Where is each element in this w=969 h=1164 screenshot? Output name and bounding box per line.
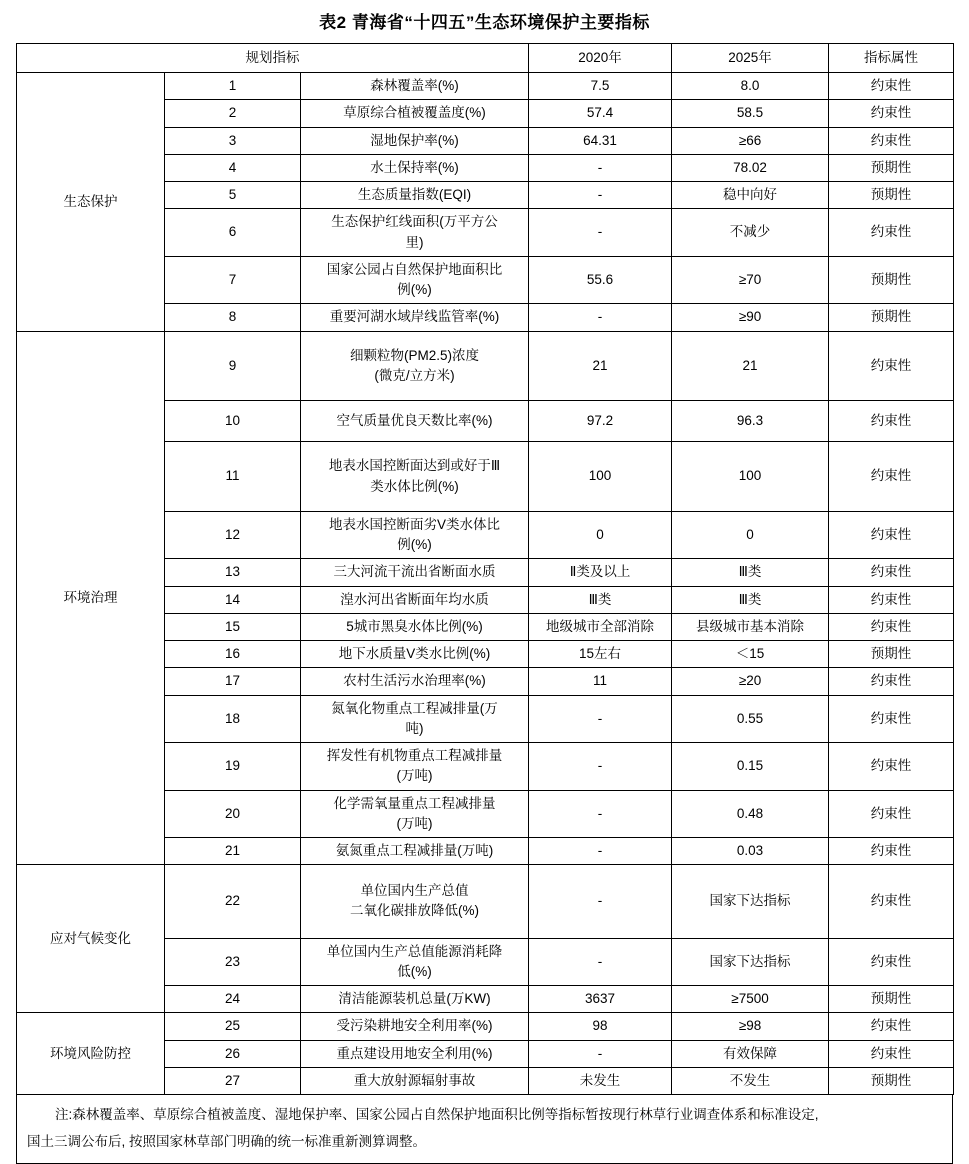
row-indicator-name-line2: (万吨) xyxy=(396,768,433,784)
indicators-table xyxy=(16,43,954,1095)
row-value-2025: ≥20 xyxy=(672,668,829,695)
header-year-2025: 2025年 xyxy=(672,44,829,73)
row-attribute: 约束性 xyxy=(829,401,954,442)
row-attribute: 预期性 xyxy=(829,1067,954,1094)
row-indicator-name xyxy=(301,331,529,401)
table-note-line1: 注:森林覆盖率、草原综合植被盖度、湿地保护率、国家公园占自然保护地面积比例等指标暂按现行林草行业调查体系和标准设定, xyxy=(55,1107,819,1122)
table-note xyxy=(16,1095,953,1164)
row-value-2020: 15左右 xyxy=(529,641,672,668)
row-no: 24 xyxy=(165,986,301,1013)
row-indicator-name: 农村生活污水治理率(%) xyxy=(301,668,529,695)
row-value-2020: - xyxy=(529,209,672,257)
row-value-2025: ＜15 xyxy=(672,641,829,668)
row-no: 22 xyxy=(165,865,301,938)
row-indicator-name-line2: 类水体比例(%) xyxy=(370,478,459,494)
row-indicator-name-line2: 例(%) xyxy=(397,537,432,552)
row-no: 14 xyxy=(165,586,301,613)
row-attribute: 约束性 xyxy=(829,331,954,401)
row-no: 15 xyxy=(165,613,301,640)
row-attribute: 预期性 xyxy=(829,182,954,209)
row-value-2020: 100 xyxy=(529,442,672,512)
row-no: 23 xyxy=(165,938,301,986)
row-indicator-name-line1: 挥发性有机物重点工程减排量 xyxy=(326,748,503,763)
row-indicator-name: 地下水质量V类水比例(%) xyxy=(301,641,529,668)
row-value-2020: - xyxy=(529,304,672,331)
row-value-2020: - xyxy=(529,938,672,986)
row-value-2020: 64.31 xyxy=(529,127,672,154)
row-no: 6 xyxy=(165,209,301,257)
row-attribute: 预期性 xyxy=(829,304,954,331)
header-year-2020: 2020年 xyxy=(529,44,672,73)
header-plan-indicator: 规划指标 xyxy=(17,44,529,73)
row-indicator-name: 空气质量优良天数比率(%) xyxy=(301,401,529,442)
row-value-2020: - xyxy=(529,790,672,838)
table-header-row xyxy=(17,44,954,73)
row-indicator-name: 草原综合植被覆盖度(%) xyxy=(301,100,529,127)
row-indicator-name-line2: 吨) xyxy=(405,720,424,736)
row-attribute: 约束性 xyxy=(829,938,954,986)
row-indicator-name: 5城市黑臭水体比例(%) xyxy=(301,613,529,640)
row-indicator-name: 清洁能源装机总量(万KW) xyxy=(301,986,529,1013)
row-value-2025: ≥7500 xyxy=(672,986,829,1013)
row-indicator-name: 水土保持率(%) xyxy=(301,154,529,181)
row-value-2020: 11 xyxy=(529,668,672,695)
row-indicator-name-line1: 地表水国控断面达到或好于Ⅲ xyxy=(328,458,501,474)
row-value-2020: Ⅱ类及以上 xyxy=(529,559,672,586)
row-no: 5 xyxy=(165,182,301,209)
row-value-2025: Ⅲ类 xyxy=(672,586,829,613)
row-value-2020: 21 xyxy=(529,331,672,401)
row-value-2025: 8.0 xyxy=(672,73,829,100)
row-indicator-name xyxy=(301,442,529,512)
row-attribute: 约束性 xyxy=(829,695,954,743)
row-value-2020: 3637 xyxy=(529,986,672,1013)
row-value-2025: 100 xyxy=(672,442,829,512)
row-value-2025: 不发生 xyxy=(672,1067,829,1094)
row-indicator-name-line2: 低(%) xyxy=(397,963,432,979)
row-value-2020: 7.5 xyxy=(529,73,672,100)
row-no: 26 xyxy=(165,1040,301,1067)
row-attribute: 约束性 xyxy=(829,586,954,613)
row-attribute: 约束性 xyxy=(829,1040,954,1067)
row-value-2020: - xyxy=(529,1040,672,1067)
row-no: 7 xyxy=(165,256,301,304)
row-no: 11 xyxy=(165,442,301,512)
row-indicator-name xyxy=(301,938,529,986)
row-attribute: 预期性 xyxy=(829,641,954,668)
row-no: 2 xyxy=(165,100,301,127)
row-attribute: 约束性 xyxy=(829,743,954,791)
row-value-2020: - xyxy=(529,865,672,938)
category-risk-control: 环境风险防控 xyxy=(17,1013,165,1095)
row-no: 27 xyxy=(165,1067,301,1094)
row-indicator-name-line2: 例(%) xyxy=(397,282,432,297)
row-no: 9 xyxy=(165,331,301,401)
row-value-2025: 0.55 xyxy=(672,695,829,743)
row-value-2025: ≥66 xyxy=(672,127,829,154)
row-no: 1 xyxy=(165,73,301,100)
row-no: 18 xyxy=(165,695,301,743)
table-row xyxy=(17,331,954,401)
row-value-2025: ≥70 xyxy=(672,256,829,304)
row-value-2025: 国家下达指标 xyxy=(672,865,829,938)
row-attribute: 预期性 xyxy=(829,256,954,304)
row-indicator-name-line2: 二氧化碳排放降低(%) xyxy=(350,903,480,919)
row-value-2020: 98 xyxy=(529,1013,672,1040)
row-no: 12 xyxy=(165,511,301,559)
row-attribute: 约束性 xyxy=(829,73,954,100)
row-attribute: 约束性 xyxy=(829,511,954,559)
row-indicator-name: 重点建设用地安全利用(%) xyxy=(301,1040,529,1067)
row-no: 8 xyxy=(165,304,301,331)
row-attribute: 预期性 xyxy=(829,986,954,1013)
row-indicator-name xyxy=(301,695,529,743)
row-value-2020: 97.2 xyxy=(529,401,672,442)
row-no: 3 xyxy=(165,127,301,154)
row-value-2020: 55.6 xyxy=(529,256,672,304)
row-indicator-name-line1: 氮氧化物重点工程减排量(万 xyxy=(331,700,498,716)
category-ecological-protection: 生态保护 xyxy=(17,73,165,332)
row-value-2025: Ⅲ类 xyxy=(672,559,829,586)
row-value-2025: ≥98 xyxy=(672,1013,829,1040)
row-indicator-name xyxy=(301,743,529,791)
row-indicator-name: 三大河流干流出省断面水质 xyxy=(301,559,529,586)
row-value-2025: 有效保障 xyxy=(672,1040,829,1067)
row-attribute: 约束性 xyxy=(829,865,954,938)
row-attribute: 约束性 xyxy=(829,209,954,257)
row-indicator-name-line1: 单位国内生产总值 xyxy=(360,883,469,899)
row-value-2020: - xyxy=(529,838,672,865)
row-indicator-name-line1: 单位国内生产总值能源消耗降 xyxy=(326,943,503,959)
row-indicator-name-line2: (微克/立方米) xyxy=(374,367,455,383)
row-indicator-name: 重大放射源辐射事故 xyxy=(301,1067,529,1094)
row-indicator-name: 湿地保护率(%) xyxy=(301,127,529,154)
row-value-2025: 58.5 xyxy=(672,100,829,127)
row-attribute: 约束性 xyxy=(829,613,954,640)
row-value-2020: - xyxy=(529,695,672,743)
row-value-2025: 稳中向好 xyxy=(672,182,829,209)
row-value-2020: 地级城市全部消除 xyxy=(529,613,672,640)
row-indicator-name-line2: 里) xyxy=(405,234,424,250)
row-attribute: 约束性 xyxy=(829,668,954,695)
row-attribute: 约束性 xyxy=(829,838,954,865)
row-indicator-name-line1: 国家公园占自然保护地面积比 xyxy=(326,261,503,277)
row-no: 16 xyxy=(165,641,301,668)
table-row xyxy=(17,1013,954,1040)
row-indicator-name: 受污染耕地安全利用率(%) xyxy=(301,1013,529,1040)
row-value-2025: 0.15 xyxy=(672,743,829,791)
row-no: 17 xyxy=(165,668,301,695)
row-attribute: 约束性 xyxy=(829,442,954,512)
row-no: 19 xyxy=(165,743,301,791)
row-value-2020: 57.4 xyxy=(529,100,672,127)
row-indicator-name: 重要河湖水域岸线监管率(%) xyxy=(301,304,529,331)
row-indicator-name xyxy=(301,790,529,838)
row-indicator-name-line1: 细颗粒物(PM2.5)浓度 xyxy=(350,347,480,363)
row-indicator-name-line1: 地表水国控断面劣V类水体比 xyxy=(329,516,501,532)
row-indicator-name: 森林覆盖率(%) xyxy=(301,73,529,100)
row-indicator-name-line1: 生态保护红线面积(万平方公 xyxy=(331,214,498,230)
row-indicator-name: 生态质量指数(EQI) xyxy=(301,182,529,209)
category-environmental-governance: 环境治理 xyxy=(17,331,165,865)
row-indicator-name xyxy=(301,511,529,559)
category-climate-change: 应对气候变化 xyxy=(17,865,165,1013)
row-attribute: 约束性 xyxy=(829,559,954,586)
row-value-2025: 21 xyxy=(672,331,829,401)
row-attribute: 约束性 xyxy=(829,127,954,154)
row-indicator-name xyxy=(301,256,529,304)
row-indicator-name: 氨氮重点工程减排量(万吨) xyxy=(301,838,529,865)
row-value-2020: - xyxy=(529,182,672,209)
row-indicator-name: 湟水河出省断面年均水质 xyxy=(301,586,529,613)
row-value-2020: 0 xyxy=(529,511,672,559)
row-value-2025: 0.48 xyxy=(672,790,829,838)
row-value-2020: - xyxy=(529,743,672,791)
row-no: 13 xyxy=(165,559,301,586)
row-attribute: 约束性 xyxy=(829,1013,954,1040)
row-value-2025: 0 xyxy=(672,511,829,559)
table-row xyxy=(17,865,954,938)
row-indicator-name-line2: (万吨) xyxy=(396,815,433,831)
row-no: 25 xyxy=(165,1013,301,1040)
row-value-2025: ≥90 xyxy=(672,304,829,331)
row-attribute: 约束性 xyxy=(829,100,954,127)
row-no: 10 xyxy=(165,401,301,442)
table-row xyxy=(17,73,954,100)
row-value-2025: 78.02 xyxy=(672,154,829,181)
row-indicator-name xyxy=(301,209,529,257)
page-title: 表2 青海省“十四五”生态环境保护主要指标 xyxy=(319,13,650,32)
row-no: 4 xyxy=(165,154,301,181)
table-note-line2: 国土三调公布后, 按照国家林草部门明确的统一标准重新测算调整。 xyxy=(27,1134,427,1149)
row-value-2020: 未发生 xyxy=(529,1067,672,1094)
row-value-2025: 国家下达指标 xyxy=(672,938,829,986)
row-value-2020: Ⅲ类 xyxy=(529,586,672,613)
row-no: 20 xyxy=(165,790,301,838)
row-indicator-name xyxy=(301,865,529,938)
row-value-2020: - xyxy=(529,154,672,181)
row-attribute: 预期性 xyxy=(829,154,954,181)
row-attribute: 约束性 xyxy=(829,790,954,838)
row-no: 21 xyxy=(165,838,301,865)
header-attribute: 指标属性 xyxy=(829,44,954,73)
row-value-2025: 不减少 xyxy=(672,209,829,257)
row-value-2025: 0.03 xyxy=(672,838,829,865)
row-value-2025: 96.3 xyxy=(672,401,829,442)
row-indicator-name-line1: 化学需氧量重点工程减排量 xyxy=(333,795,496,811)
row-value-2025: 县级城市基本消除 xyxy=(672,613,829,640)
